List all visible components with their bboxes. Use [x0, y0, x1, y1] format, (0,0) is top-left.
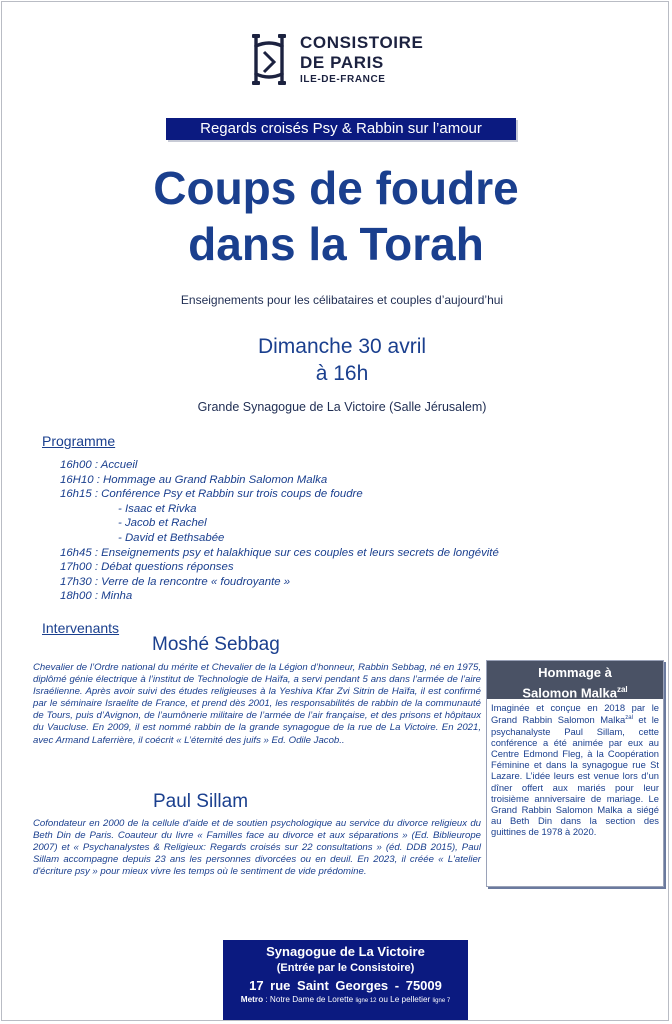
intervenants-heading: Intervenants: [42, 620, 120, 636]
programme-item: 17h00 : Débat questions réponses: [60, 561, 234, 574]
programme-item: 16h00 : Accueil: [60, 459, 138, 471]
hommage-title-line1: Hommage à: [538, 665, 612, 680]
hommage-title-sup: zal: [616, 685, 628, 694]
hommage-header: [487, 661, 663, 699]
event-venue: Grande Synagogue de La Victoire (Salle Jérusalem): [197, 400, 487, 414]
programme-item: 16h45 : Enseignements psy et halakhique sur ces couples et leurs secrets de longévité: [60, 546, 499, 559]
footer-entrance: (Entrée par le Consistoire): [276, 962, 415, 974]
speaker-name-sillam: Paul Sillam: [153, 791, 249, 812]
metro-line7: ligne 7: [432, 998, 451, 1004]
footer-address: 17 rue Saint Georges - 75009: [249, 978, 442, 993]
hommage-text-part1: Imaginée et conçue en 2018 par le Grand Rabbin Salomon Malka: [491, 702, 659, 726]
metro-text2: ou Le pelletier: [376, 995, 433, 1004]
programme-item: 17h30 : Verre de la rencontre « foudroyante »: [60, 575, 291, 588]
hommage-text-part2: et le psychanalyste Paul Sillam, cette conférence a été animée par eux au Centre Edmond Fleg, à la Coopération Féminine et dans la synagogue rue St Lazare. L’idée leurs est venue lors d’un dîner offert aux mariés pour leur troisième anniversaire de mariage. Le Grand Rabbin Salomon Malka a siégé au Beth Din dans la section des guittines de 1978 à 2020.: [491, 714, 659, 838]
speaker-bio-sillam: Cofondateur en 2000 de la cellule d'aide et de soutien psychologique au service du divorce religieux du Beth Din de Paris. Coauteur du livre « Familles face au divorce et aux séparations » (Ed. Biblieurope 2007) et « Psychanalystes & Religieux: Regards croisés sur 22 consultations » (éd. DDB 2015), Paul Sillam accompagne depuis 23 ans les personnes divorcées ou en deuil. En 2023, il créée « L'atelier d'écriture psy » pour mieux vivre les temps où le sentiment de vide prédomine.: [33, 818, 481, 878]
event-title-line1: Coups de foudre: [153, 162, 519, 214]
event-date-time: à 16h: [315, 362, 369, 385]
footer-metro: [223, 994, 468, 1007]
programme-subitem: - Jacob et Rachel: [118, 517, 207, 530]
programme-item: 16H10 : Hommage au Grand Rabbin Salomon Malka: [60, 473, 328, 486]
event-subtitle: Enseignements pour les célibataires et couples d’aujourd’hui: [180, 293, 504, 307]
speaker-name-sebbag: Moshé Sebbag: [152, 634, 280, 655]
programme-subitem: - David et Bethsabée: [118, 531, 225, 544]
footer-synagogue: Synagogue de La Victoire: [266, 944, 425, 959]
address-footer: [223, 940, 468, 1020]
programme-subitem: - Isaac et Rivka: [118, 502, 197, 515]
hommage-title-name: Salomon Malka: [522, 685, 617, 701]
logo-name-line1: CONSISTOIRE: [300, 33, 424, 52]
metro-text1: : Notre Dame de Lorette: [263, 995, 356, 1004]
theme-banner: Regards croisés Psy & Rabbin sur l’amour: [166, 118, 516, 140]
logo-region: ILE-DE-FRANCE: [300, 74, 386, 85]
event-date-day: Dimanche 30 avril: [257, 335, 427, 358]
consistoire-logo: [246, 30, 436, 86]
programme-item: 18h00 : Minha: [60, 590, 133, 603]
metro-label: Metro: [240, 995, 264, 1004]
event-title-line2: dans la Torah: [188, 218, 484, 270]
programme-item: 16h15 : Conférence Psy et Rabbin sur trois coups de foudre: [60, 488, 363, 501]
event-date: [0, 333, 672, 387]
hommage-text: [487, 699, 663, 838]
hommage-box: [486, 660, 664, 887]
speaker-bio-sebbag: Chevalier de l’Ordre national du mérite et Chevalier de la Légion d’honneur, Rabbin Sebbag, né en 1975, diplômé génie électrique à l’institut de Technologie de Haïfa, a servi pendant 5 ans dans l’armée de l’aire Israélienne. Après avoir suivi des études religieuses à la Yeshiva Kfar Zvi Sitrin de Haïfa, il est confirmé par le séminaire Israelite de France, et prend dès 2001, les responsabilités de rabbin de la communauté de Tours, puis d’Avignon, de l’aumônerie militaire de l’armée de l’air française, et des prisons et hôpitaux du Vaucluse. En 2009, il est nommé rabbin de la grande synagogue de la rue de La Victoire. En 2021, avec Armand Laferrière, il coécrit « L’éternité des juifs » Ed. Odile Jacob..: [33, 662, 481, 746]
torah-scroll-icon: [246, 32, 292, 86]
programme-list: [60, 458, 499, 604]
programme-heading: Programme: [42, 433, 116, 449]
metro-line12: ligne 12: [355, 998, 377, 1004]
event-title: [0, 160, 672, 272]
hommage-text-sup: zal: [625, 715, 633, 722]
logo-name-line2: DE PARIS: [300, 53, 384, 72]
